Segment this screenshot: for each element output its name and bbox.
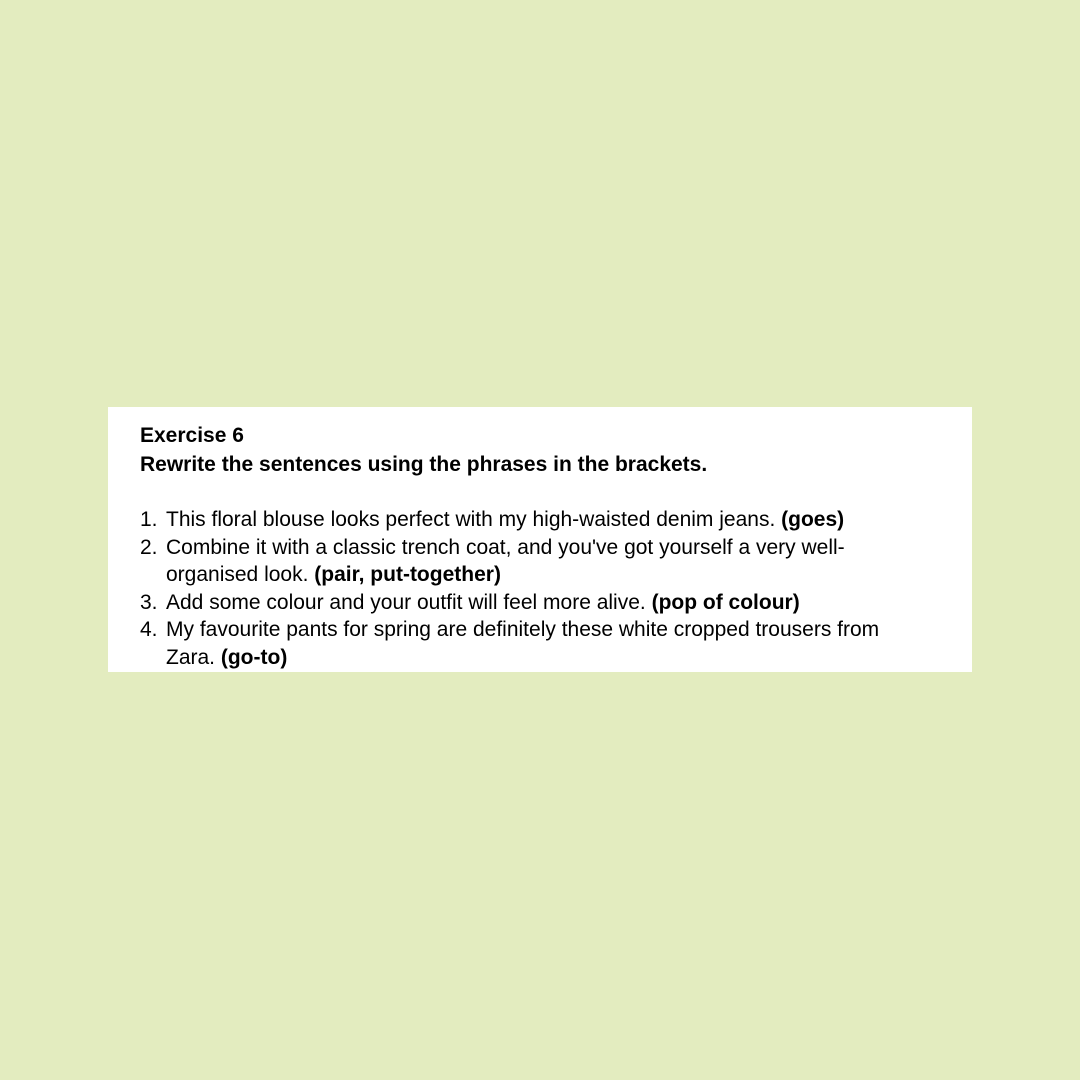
item-number: 3. <box>140 590 158 614</box>
item-sentence: This floral blouse looks perfect with my high-waisted denim jeans. <box>166 508 776 531</box>
list-item <box>140 534 972 589</box>
item-text <box>166 506 926 534</box>
item-sentence: Combine it with a classic trench coat, and you've got yourself a very well-organised look. <box>166 535 845 586</box>
exercise-instruction: Rewrite the sentences using the phrases in the brackets. <box>140 453 708 476</box>
item-text <box>166 616 926 671</box>
item-number: 4. <box>140 618 158 641</box>
item-phrase: (pair, put-together) <box>314 563 501 586</box>
item-sentence: Add some colour and your outfit will feel more alive. <box>166 590 646 614</box>
exercise-card <box>108 407 972 672</box>
sentence-list <box>140 506 972 671</box>
item-phrase: (go-to) <box>220 645 288 669</box>
item-text <box>166 589 926 617</box>
item-sentence: My favourite pants for spring are definitely these white cropped trousers from Zara. <box>166 618 880 669</box>
exercise-title: Exercise 6 <box>140 424 244 447</box>
item-phrase: (pop of colour) <box>651 590 800 614</box>
item-number: 2. <box>140 535 158 559</box>
item-number: 1. <box>140 508 158 531</box>
list-item <box>140 506 972 534</box>
list-item <box>140 589 972 617</box>
item-phrase: (goes) <box>781 508 845 531</box>
item-text <box>166 534 926 589</box>
list-item <box>140 616 972 671</box>
